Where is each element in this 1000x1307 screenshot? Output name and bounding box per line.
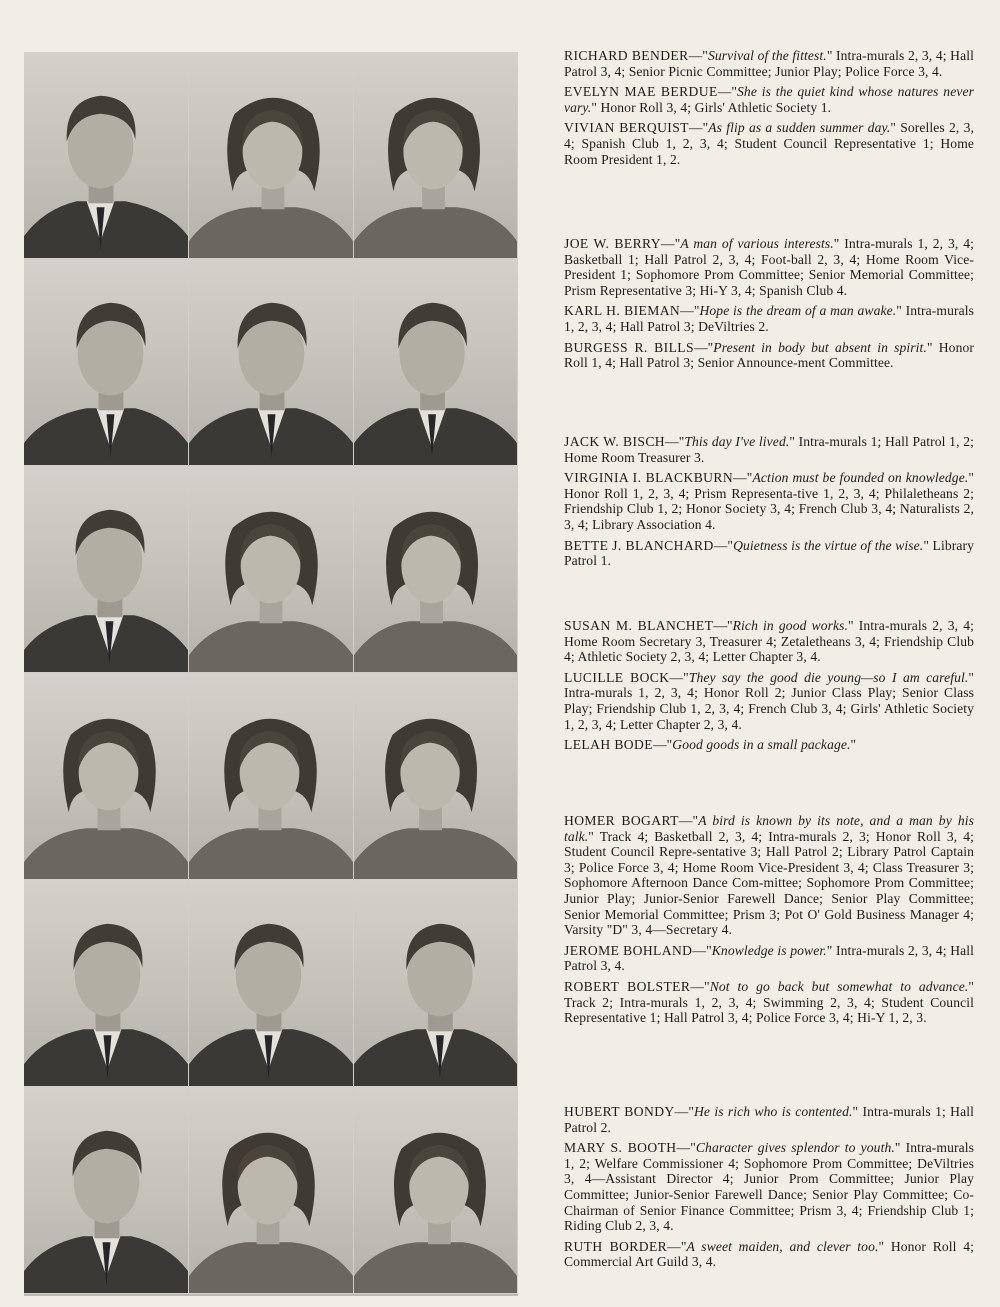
student-name: BURGESS R. BILLS — [564, 339, 694, 355]
biography-entry: HOMER BOGART—"A bird is known by its note, and a man by his talk." Track 4; Basketball 2, 3, 4; Intra-murals 2, 3; Honor Roll 3, 4; Student Council Repre-sentative 3; Hall Patrol 2; Library Patrol Captain 3; Police Force 3, 4; Home Room Vice-President 3, 4; Class Treasurer 3; Sophomore Afternoon Dance Com-mittee; Sophomore Prom Committee; Junior Play; Junior-Senior Farewell Dance; Senior Play Committee; Senior Memorial Committee; Prism 3; Pot O' Gold Business Manager 4; Varsity "D" 3, 4—Secretary 4. — [564, 813, 974, 938]
student-name: JACK W. BISCH — [564, 434, 666, 449]
student-motto: A bird is known by its note, and a man by his talk. — [564, 813, 974, 844]
student-activities: Intra-murals 1, 2, 3, 4; Hall Patrol 3; DeViltries 2. — [564, 303, 974, 334]
portrait-photo — [189, 466, 354, 673]
student-activities: Honor Roll 3, 4; Girls' Athletic Society 1. — [600, 99, 832, 115]
student-name: SUSAN M. BLANCHET — [564, 618, 714, 633]
student-motto: Good goods in a small package. — [672, 737, 851, 753]
student-activities: Honor Roll 1, 2, 3, 4; Prism Representa-tive 1, 2, 3, 4; Philaletheans 2; Friendship Club 1, 2; Honor Society 3, 4; French Club 3, 4; Naturalists 2, 3, 4; Library Association 4. — [564, 485, 974, 532]
biography-group — [564, 1104, 974, 1275]
student-activities: Track 4; Basketball 2, 3, 4; Intra-murals 2, 3; Honor Roll 3, 4; Student Council Repre-sentative 3; Hall Patrol 2; Library Patrol Captain 3; Police Force 3, 4; Home Room Vice-President 3, 4; Class Treasurer 3; Sophomore Afternoon Dance Com-mittee; Sophomore Prom Committee; Junior Play; Junior-Senior Farewell Dance; Senior Play Committee; Senior Memorial Committee; Prism 3; Pot O' Gold Business Manager 4; Varsity "D" 3, 4—Secretary 4. — [564, 828, 974, 938]
biography-entry: LELAH BODE—"Good goods in a small package." — [564, 737, 857, 753]
portrait-photo — [24, 673, 189, 880]
portrait-photo — [354, 673, 518, 880]
biography-entry: LUCILLE BOCK—"They say the good die young—so I am careful." Intra-murals 1, 2, 3, 4; Honor Roll 2; Junior Class Play; Senior Class Play; Friendship Club 1, 2, 3, 4; French Club 3, 4; Girls' Athletic Society 1, 2, 3, 4; Letter Chapter 2, 3, 4. — [564, 669, 975, 732]
student-name: MARY S. BOOTH — [564, 1140, 677, 1156]
biography-entry: JOE W. BERRY—"A man of various interests." Intra-murals 1, 2, 3, 4; Basketball 1; Hall Patrol 2, 3, 4; Foot-ball 2, 3, 4; Home Room Vice-President 1; Sophomore Prom Committee; Senior Memorial Committee; Prism Representative 3; Hi-Y 3, 4; Spanish Club 4. — [564, 236, 974, 298]
student-activities: Intra-murals 1, 2, 3, 4; Basketball 1; Hall Patrol 2, 3, 4; Foot-ball 2, 3, 4; Home Room Vice-President 1; Sophomore Prom Committee; Senior Memorial Committee; Prism Representative 3; Hi-Y 3, 4; Spanish Club 4. — [564, 236, 974, 298]
biography-entry: VIRGINIA I. BLACKBURN—"Action must be founded on knowledge." Honor Roll 1, 2, 3, 4; Prism Representa-tive 1, 2, 3, 4; Philaletheans 2; Friendship Club 1, 2; Honor Society 3, 4; French Club 3, 4; Naturalists 2, 3, 4; Library Association 4. — [564, 470, 974, 532]
student-activities: Intra-murals 2, 3, 4; Hall Patrol 3, 4; Senior Picnic Committee; Junior Play; Police Force 3, 4. — [564, 48, 974, 79]
biography-group — [564, 48, 974, 172]
student-motto: A sweet maiden, and clever too. — [686, 1238, 879, 1254]
portrait-photo — [24, 466, 189, 673]
portrait-photo — [24, 880, 189, 1087]
biography-entry: SUSAN M. BLANCHET—"Rich in good works." Intra-murals 2, 3, 4; Home Room Secretary 3, Treasurer 4; Zetaletheans 3, 4; Friendship Club 4; Athletic Society 2, 3, 4; Letter Chapter 3, 4. — [564, 618, 974, 665]
student-name: HUBERT BONDY — [564, 1104, 675, 1119]
biography-entry: EVELYN MAE BERDUE—"She is the quiet kind whose natures never vary." Honor Roll 3, 4; Girls' Athletic Society 1. — [564, 84, 974, 115]
biography-entry: HUBERT BONDY—"He is rich who is contented." Intra-murals 1; Hall Patrol 2. — [564, 1104, 974, 1135]
portrait-photo — [189, 259, 354, 466]
student-name: HOMER BOGART — [564, 813, 679, 828]
portrait-photo — [189, 52, 354, 259]
biography-entry: VIVIAN BERQUIST—"As flip as a sudden summer day." Sorelles 2, 3, 4; Spanish Club 1, 2, 3, 4; Student Council Representative 1; Home Room President 1, 2. — [564, 120, 974, 167]
student-activities: Intra-murals 1; Hall Patrol 1, 2; Home Room Treasurer 3. — [564, 434, 974, 465]
biography-entry: MARY S. BOOTH—"Character gives splendor to youth." Intra-murals 1, 2; Welfare Commissioner 4; Sophomore Prom Committee; DeViltries 3, 4—Assistant Director 4; Junior Prom Committee; Junior Play Committee; Junior-Senior Farewell Dance; Senior Play Committee; Co-Chairman of Senior Finance Committee; Prism 3, 4; Friendship Club 1; Riding Club 2, 3, 4. — [564, 1140, 975, 1234]
student-activities: Sorelles 2, 3, 4; Spanish Club 1, 2, 3, 4; Student Council Representative 1; Home Room President 1, 2. — [564, 120, 974, 167]
student-motto: As flip as a sudden summer day. — [708, 120, 891, 136]
student-motto: Survival of the fittest. — [707, 48, 827, 63]
student-name: ROBERT BOLSTER — [564, 978, 691, 994]
portrait-photo — [354, 880, 518, 1087]
biography-group — [564, 434, 974, 574]
biography-entry: ROBERT BOLSTER—"Not to go back but somewhat to advance." Track 2; Intra-murals 1, 2, 3, 4; Swimming 2, 3, 4; Student Council Representative 1; Hall Patrol 3, 4; Police Force 3, 4; Hi-Y 1, 2, 3. — [564, 978, 974, 1026]
student-name: VIRGINIA I. BLACKBURN — [564, 470, 734, 486]
student-motto: Not to go back but somewhat to advance. — [709, 978, 969, 994]
student-activities: Intra-murals 1; Hall Patrol 2. — [564, 1104, 974, 1135]
student-motto: Knowledge is power. — [711, 942, 827, 958]
student-activities: Intra-murals 1, 2; Welfare Commissioner 4; Sophomore Prom Committee; DeViltries 3, 4—Assistant Director 4; Junior Prom Committee; Junior Play Committee; Junior-Senior Farewell Dance; Senior Play Committee; Co-Chairman of Senior Finance Committee; Prism 3, 4; Friendship Club 1; Riding Club 2, 3, 4. — [564, 1140, 975, 1234]
student-motto: Action must be founded on knowledge. — [752, 470, 969, 486]
student-motto: Rich in good works. — [732, 618, 849, 633]
biography-column — [564, 48, 974, 1298]
portrait-photo — [354, 52, 518, 259]
portrait-photo — [24, 1087, 189, 1294]
student-motto: Character gives splendor to youth. — [695, 1140, 895, 1156]
student-name: KARL H. BIEMAN — [564, 303, 681, 319]
portrait-photo — [354, 259, 518, 466]
student-activities: Honor Roll 4; Commercial Art Guild 3, 4. — [564, 1238, 974, 1270]
student-motto: Hope is the dream of a man awake. — [699, 303, 897, 319]
portrait-photo — [189, 880, 354, 1087]
biography-entry: BURGESS R. BILLS—"Present in body but absent in spirit." Honor Roll 1, 4; Hall Patrol 3; Senior Announce-ment Committee. — [564, 339, 974, 371]
biography-entry: JACK W. BISCH—"This day I've lived." Intra-murals 1; Hall Patrol 1, 2; Home Room Treasurer 3. — [564, 434, 974, 465]
student-motto: She is the quiet kind whose natures never vary. — [564, 84, 974, 115]
student-activities: Library Patrol 1. — [564, 537, 975, 569]
student-name: RUTH BORDER — [564, 1238, 668, 1254]
student-motto: This day I've lived. — [684, 434, 790, 449]
student-name: BETTE J. BLANCHARD — [564, 537, 714, 553]
student-activities: Honor Roll 1, 4; Hall Patrol 3; Senior Announce-ment Committee. — [564, 339, 974, 371]
student-name: LELAH BODE — [564, 737, 653, 753]
student-activities: Track 2; Intra-murals 1, 2, 3, 4; Swimming 2, 3, 4; Student Council Representative 1; Hall Patrol 3, 4; Police Force 3, 4; Hi-Y 1, 2, 3. — [564, 994, 974, 1026]
student-motto: Quietness is the virtue of the wise. — [733, 537, 924, 553]
biography-group — [564, 618, 974, 758]
student-activities: Intra-murals 2, 3, 4; Hall Patrol 3, 4. — [564, 942, 975, 974]
biography-entry: BETTE J. BLANCHARD—"Quietness is the virtue of the wise." Library Patrol 1. — [564, 537, 975, 569]
biography-group — [564, 813, 974, 1031]
biography-entry: KARL H. BIEMAN—"Hope is the dream of a man awake." Intra-murals 1, 2, 3, 4; Hall Patrol 3; DeViltries 2. — [564, 303, 974, 334]
student-motto: A man of various interests. — [680, 236, 834, 251]
portrait-photo — [354, 1087, 518, 1294]
biography-group — [564, 236, 974, 376]
student-name: EVELYN MAE BERDUE — [564, 84, 718, 100]
portrait-photo — [189, 673, 354, 880]
student-activities: Intra-murals 1, 2, 3, 4; Honor Roll 2; Junior Class Play; Senior Class Play; Friendship Club 1, 2, 3, 4; French Club 3, 4; Girls' Athletic Society 1, 2, 3, 4; Letter Chapter 2, 3, 4. — [564, 685, 974, 732]
biography-entry: RICHARD BENDER—"Survival of the fittest." Intra-murals 2, 3, 4; Hall Patrol 3, 4; Senior Picnic Committee; Junior Play; Police Force 3, 4. — [564, 48, 974, 79]
student-name: JOE W. BERRY — [564, 236, 661, 251]
biography-entry: JEROME BOHLAND—"Knowledge is power." Intra-murals 2, 3, 4; Hall Patrol 3, 4. — [564, 942, 975, 974]
portrait-photo — [354, 466, 518, 673]
student-name: VIVIAN BERQUIST — [564, 120, 689, 136]
portrait-grid — [24, 52, 518, 1296]
biography-entry: RUTH BORDER—"A sweet maiden, and clever too." Honor Roll 4; Commercial Art Guild 3, 4. — [564, 1238, 974, 1270]
student-motto: Present in body but absent in spirit. — [713, 339, 927, 355]
student-motto: They say the good die young—so I am careful. — [688, 669, 969, 685]
student-motto: He is rich who is contented. — [693, 1104, 853, 1119]
portrait-photo — [24, 52, 189, 259]
student-activities: Intra-murals 2, 3, 4; Home Room Secretary 3, Treasurer 4; Zetaletheans 3, 4; Friendship Club 4; Athletic Society 2, 3, 4; Letter Chapter 3, 4. — [564, 618, 974, 665]
student-name: RICHARD BENDER — [564, 48, 689, 63]
portrait-photo — [24, 259, 189, 466]
student-name: JEROME BOHLAND — [564, 942, 693, 958]
student-name: LUCILLE BOCK — [564, 669, 670, 685]
portrait-photo — [189, 1087, 354, 1294]
